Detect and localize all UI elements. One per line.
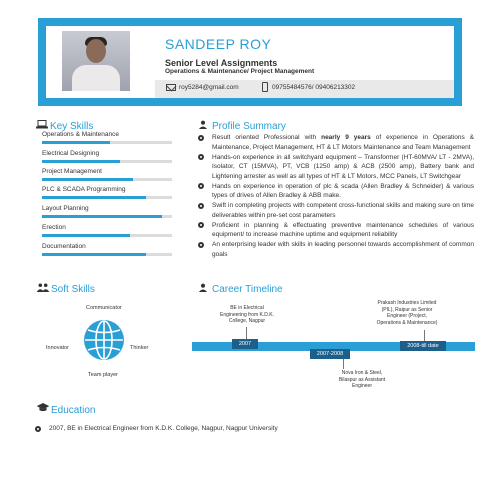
soft-skill-team-player: Team player <box>88 372 118 378</box>
soft-skill-thinker: Thinker <box>130 345 149 351</box>
headline: Senior Level Assignments <box>165 58 278 68</box>
skill-item <box>42 205 172 218</box>
skill-bar-fill <box>42 234 130 237</box>
timeline-year: 2008-till date <box>400 341 446 351</box>
bullet-icon <box>198 183 204 189</box>
profile-summary-heading: Profile Summary <box>212 121 286 132</box>
bullet-icon <box>35 426 41 432</box>
skill-bar-fill <box>42 160 120 163</box>
key-skills-heading: Key Skills <box>50 121 94 132</box>
skill-item <box>42 131 172 144</box>
skill-bar-fill <box>42 141 110 144</box>
skill-bar-fill <box>42 215 162 218</box>
education-heading: Education <box>51 405 96 416</box>
summary-bullet <box>198 133 474 152</box>
skill-bar-fill <box>42 253 146 256</box>
bullet-icon <box>198 242 204 248</box>
education-item <box>35 425 278 432</box>
soft-skills-heading: Soft Skills <box>51 284 95 295</box>
skill-bar-fill <box>42 178 133 181</box>
summary-bullet <box>198 201 474 220</box>
skill-bar <box>42 178 172 181</box>
summary-text-a: Hands-on experience in all switchyard equipment – Transformer (HT-60MVA/ LT - 2MVA), Isolator, CT (15MVA), PT, VCB (1250 amp) & ACB (2500 amp), Battery bank and Lightening arrester as well as all types of HT & LT Motors, MCC Panels, LT Switchgear <box>212 153 474 180</box>
bullet-icon <box>198 222 204 228</box>
summary-bullet <box>198 182 474 201</box>
skill-item <box>42 186 172 199</box>
skill-label: PLC & SCADA Programming <box>42 186 126 193</box>
phone-icon <box>262 82 268 92</box>
soft-skill-communicator: Communicator <box>86 305 122 311</box>
profile-summary-list <box>198 133 474 260</box>
candidate-name: SANDEEP ROY <box>165 36 272 52</box>
skill-bar <box>42 141 172 144</box>
globe-icon <box>82 318 126 362</box>
skill-bar <box>42 234 172 237</box>
skill-label: Operations & Maintenance <box>42 131 119 138</box>
email-text[interactable]: roy5284@gmail.com <box>179 84 239 91</box>
skill-label: Project Management <box>42 168 102 175</box>
summary-text-a: Result oriented Professional with <box>212 134 322 141</box>
skill-item <box>42 168 172 181</box>
summary-bullet <box>198 153 474 182</box>
summary-text-a: An enterprising leader with skills in leading personnel towards accomplishment of common goals <box>212 241 474 258</box>
skill-bar-fill <box>42 196 146 199</box>
bullet-icon <box>198 154 204 160</box>
person-icon <box>197 283 209 292</box>
bullet-icon <box>198 135 204 141</box>
skill-label: Documentation <box>42 243 86 250</box>
skill-bar <box>42 215 172 218</box>
skill-bar <box>42 196 172 199</box>
skill-item <box>42 150 172 163</box>
skill-label: Layout Planning <box>42 205 89 212</box>
skill-item <box>42 243 172 256</box>
timeline-entry-text: BE in Electrical Engineering from K.D.K. College, Nagpur <box>220 305 274 324</box>
laptop-icon <box>36 120 48 129</box>
phone-text[interactable]: 09755484576/ 09406213302 <box>272 84 356 91</box>
mail-icon <box>166 84 176 91</box>
graduation-cap-icon <box>36 403 50 412</box>
skill-bar <box>42 160 172 163</box>
timeline-entry-text: Prakash Industries Limited (PIL), Raipur as Senior Engineer (Project, Operations & Maintenance) <box>376 300 438 326</box>
summary-text-bold: nearly 9 years <box>321 134 371 141</box>
summary-text-a: Hands on experience in operation of plc & scada (Allen Bradley & Schneider) & various types of drives of Allen Bradley & ABB make. <box>212 182 474 200</box>
timeline-year: 2007-2008 <box>310 349 350 359</box>
timeline-connector <box>343 359 344 369</box>
skill-item <box>42 224 172 237</box>
person-icon <box>197 120 209 129</box>
summary-bullet <box>198 221 474 240</box>
subheadline: Operations & Maintenance/ Project Management <box>165 68 315 75</box>
timeline-year: 2007 <box>232 339 258 349</box>
summary-bullet <box>198 240 474 259</box>
career-timeline-heading: Career Timeline <box>212 284 283 295</box>
summary-text-a: Proficient in planning & effectuating preventive maintenance schedules of various equipment/ to increase machine uptime and equipment reliability <box>212 221 474 239</box>
profile-photo <box>62 31 130 91</box>
skill-bar <box>42 253 172 256</box>
skill-label: Electrical Designing <box>42 150 100 157</box>
bullet-icon <box>198 203 204 209</box>
summary-text-b: of experience in Operations & Maintenance, Project Management, HT & LT Motors Maintenance and Team Management <box>212 134 474 151</box>
skill-label: Erection <box>42 224 66 231</box>
summary-text-a: Swift in completing projects with competent cross-functional skills and making sure on time deliverables within pre-set cost parameters <box>212 202 474 219</box>
people-icon <box>36 283 50 292</box>
soft-skill-innovator: Innovator <box>46 345 69 351</box>
education-text: 2007, BE in Electrical Engineer from K.D.K. College, Nagpur, Nagpur University <box>49 425 278 432</box>
timeline-entry-text: Nova Iron & Steel, Bilaspur as Assistant Engineer <box>338 370 386 389</box>
